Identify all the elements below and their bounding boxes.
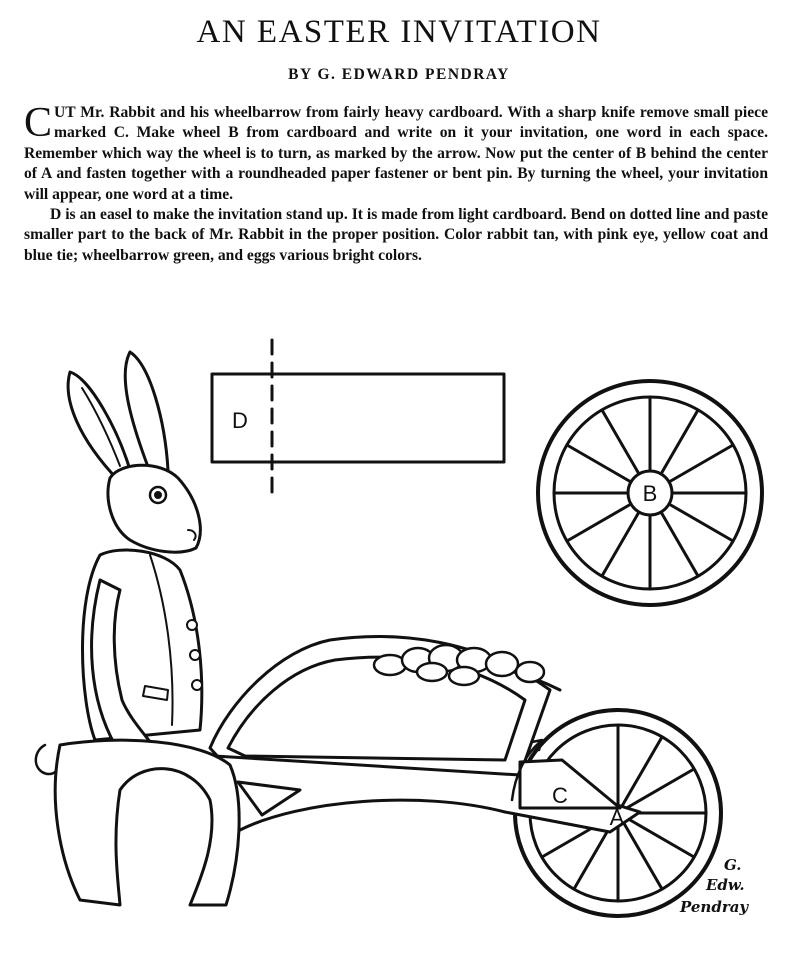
label-d: D <box>232 408 248 433</box>
paragraph-2: D is an easel to make the invitation stand up. It is made from light cardboard. Bend on dotted line and paste smaller part to the back of Mr. Rabbit in the proper position. Color rabbit tan, with pink eye, yellow coat and blue tie; wheelbarrow green, and eggs various bright colors. <box>24 206 768 264</box>
drop-cap: C <box>24 100 53 146</box>
signature-line-3: Pendray <box>680 898 749 916</box>
label-b: B <box>642 481 658 506</box>
label-c: C <box>552 783 568 808</box>
signature-line-1: G. <box>724 856 742 874</box>
rabbit-figure <box>36 352 239 905</box>
signature-line-2: Edw. <box>706 876 745 894</box>
label-a: A <box>609 805 625 830</box>
article-title: AN EASTER INVITATION <box>196 14 602 50</box>
easel-d-piece <box>212 340 504 500</box>
paragraph-1-text: UT Mr. Rabbit and his wheelbarrow from fairly heavy cardboard. With a sharp knife remove small piece marked C. Make wheel B from cardboard and write on it your invitation, one word in each space. Remember which way the wheel is to turn, as marked by the arrow. Now put the center of B behind the center of A and fasten together with a roundheaded paper fastener or bent pin. By turning the wheel, your invitation will appear, one word at a time. <box>24 104 768 203</box>
byline: BY G. EDWARD PENDRAY <box>288 66 510 83</box>
